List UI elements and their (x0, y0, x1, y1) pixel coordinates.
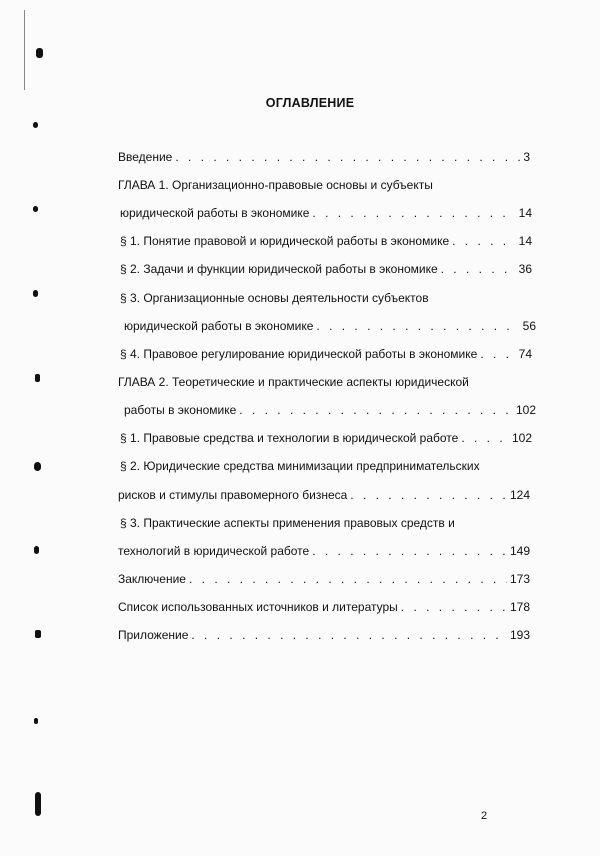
toc-entry-label: § 2. Юридические средства минимизации предпринимательских (120, 459, 480, 473)
page-number: 2 (481, 810, 488, 822)
toc-entry-page: 3 (523, 150, 530, 164)
toc-entry-ch1-section-1 (120, 233, 532, 249)
toc-leader-dots (189, 571, 507, 587)
toc-entry-page: 102 (511, 431, 532, 445)
toc-entry-label: Заключение (118, 572, 186, 586)
toc-entry-page: 102 (515, 403, 536, 417)
toc-entry-label: Приложение (118, 628, 189, 642)
toc-entry-label: § 1. Правовые средства и технологии в юридической работе (120, 431, 459, 445)
toc-entry-page: 124 (509, 488, 530, 502)
toc-entry-introduction (118, 149, 530, 165)
toc-entry-chapter-1 (118, 177, 530, 193)
toc-leader-dots (191, 627, 507, 643)
toc-entry-references (118, 599, 530, 615)
scan-speck (35, 374, 40, 382)
toc-entry-page: 14 (518, 234, 532, 248)
scan-speck (35, 630, 41, 638)
toc-entry-ch2-section-2-cont (118, 487, 530, 503)
toc-entry-ch1-section-3 (120, 290, 532, 306)
toc-entry-chapter-2 (118, 374, 530, 390)
toc-entry-ch2-section-3 (120, 515, 532, 531)
toc-entry-appendix (118, 627, 530, 643)
toc-entry-page: 14 (518, 206, 532, 220)
toc-entry-label: Введение (118, 150, 173, 164)
toc-leader-dots (452, 233, 516, 249)
toc-entry-ch1-section-4 (120, 346, 532, 362)
toc-entry-label: § 1. Понятие правовой и юридической работы в экономике (120, 234, 450, 248)
toc-entry-label: § 2. Задачи и функции юридической работы в экономике (120, 262, 438, 276)
toc-leader-dots (175, 149, 520, 165)
toc-leader-dots (401, 599, 507, 615)
toc-entry-label: § 4. Правовое регулирование юридической работы в экономике (120, 347, 478, 361)
toc-entry-page: 173 (509, 572, 530, 586)
toc-entry-label: юридической работы в экономике (124, 319, 314, 333)
toc-entry-ch2-section-1 (120, 430, 532, 446)
toc-entry-label: рисков и стимулы правомерного бизнеса (118, 488, 348, 502)
toc-entry-ch1-section-2 (120, 261, 532, 277)
toc-entry-label: § 3. Практические аспекты применения правовых средств и (120, 516, 455, 530)
scan-speck (24, 10, 25, 90)
scan-speck (35, 792, 41, 816)
toc-entry-label: § 3. Организационные основы деятельности субъектов (120, 291, 429, 305)
toc-entry-page: 193 (509, 628, 530, 642)
toc-leader-dots (316, 318, 519, 334)
toc-entry-label: ГЛАВА 1. Организационно-правовые основы и субъекты (118, 178, 433, 192)
toc-entry-label: технологий в юридической работе (118, 544, 310, 558)
toc-leader-dots (461, 430, 509, 446)
toc-leader-dots (312, 205, 515, 221)
toc-entry-ch2-section-3-cont (118, 543, 530, 559)
toc-entry-label: юридической работы в экономике (120, 206, 310, 220)
toc-entry-page: 36 (518, 262, 532, 276)
toc-entry-chapter-1-cont (120, 205, 532, 221)
toc-entry-label: работы в экономике (124, 403, 237, 417)
toc-leader-dots (239, 402, 513, 418)
toc-leader-dots (350, 487, 507, 503)
toc-entry-label: ГЛАВА 2. Теоретические и практические аспекты юридической (118, 375, 469, 389)
toc-entry-ch2-section-2 (120, 458, 532, 474)
toc-leader-dots (441, 261, 516, 277)
toc-entry-page: 56 (522, 319, 536, 333)
scan-speck (33, 122, 38, 128)
toc-leader-dots (312, 543, 507, 559)
toc-leader-dots (480, 346, 515, 362)
toc-entry-page: 149 (509, 544, 530, 558)
scan-speck (33, 206, 38, 212)
toc-entry-ch1-section-3-cont (124, 318, 536, 334)
toc-title: ОГЛАВЛЕНИЕ (265, 96, 355, 110)
toc-entry-page: 74 (518, 347, 532, 361)
toc-entry-label: Список использованных источников и литературы (118, 600, 398, 614)
scan-speck (34, 462, 41, 471)
scan-speck (33, 290, 38, 297)
scan-speck (34, 546, 39, 554)
toc-entry-chapter-2-cont (124, 402, 536, 418)
toc-entry-page: 178 (509, 600, 530, 614)
toc-entry-conclusion (118, 571, 530, 587)
scan-speck (36, 48, 43, 58)
scan-speck (34, 718, 38, 724)
